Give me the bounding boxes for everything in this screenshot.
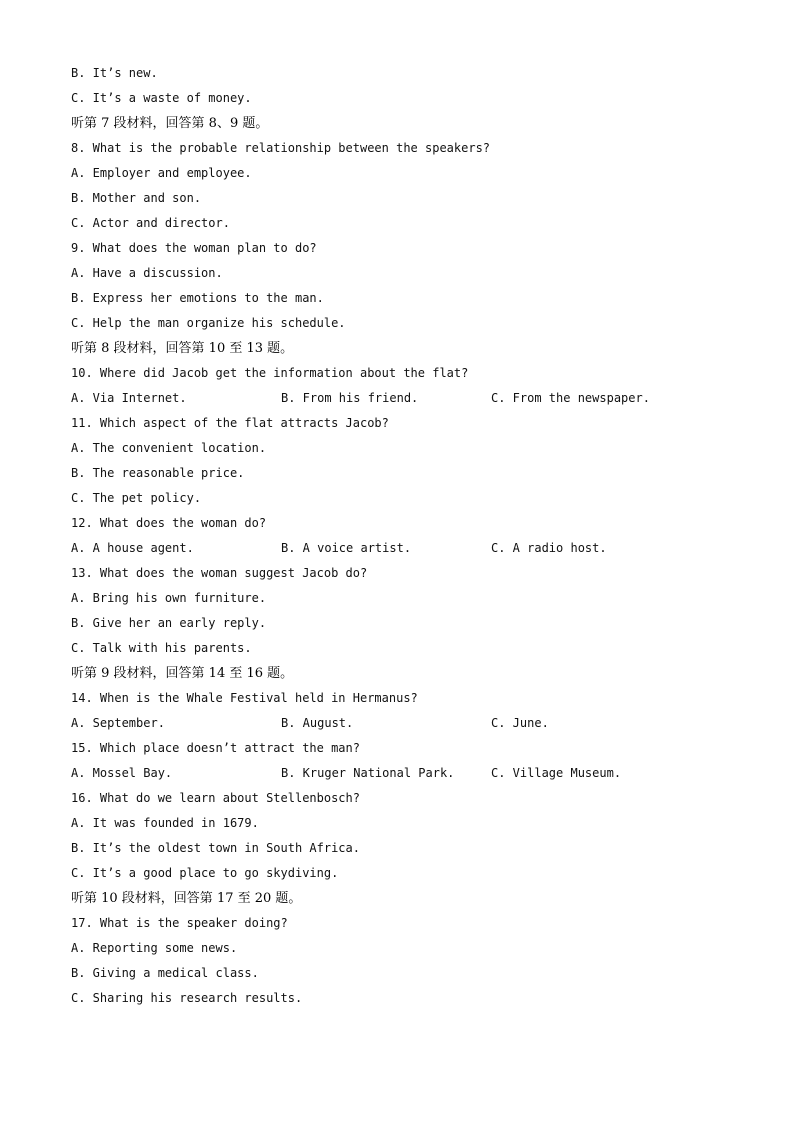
option-text: C. Sharing his research results. [71, 991, 303, 1005]
option-b: B. From his friend. [281, 391, 419, 405]
option-b: B. August. [281, 716, 354, 730]
option-text: B. Mother and son. [71, 191, 202, 205]
section-heading: 听第 9 段材料，回答第 14 至 16 题。 [71, 666, 294, 681]
option-text: A. Employer and employee. [71, 166, 252, 180]
option-text: B. Give her an early reply. [71, 616, 267, 630]
question-text: 9. What does the woman plan to do? [71, 241, 317, 255]
option-c: C. June. [491, 716, 549, 730]
option-text: C. The pet policy. [71, 491, 202, 505]
option-c: C. A radio host. [491, 541, 607, 555]
question-text: 12. What does the woman do? [71, 516, 267, 530]
option-a: A. A house agent. [71, 541, 194, 555]
option-row [71, 386, 751, 411]
question-text: 11. Which aspect of the flat attracts Jacob? [71, 416, 389, 430]
option-text: B. It’s new. [71, 66, 158, 80]
option-a: A. September. [71, 716, 165, 730]
option-text: C. Talk with his parents. [71, 641, 252, 655]
option-row [71, 711, 751, 736]
option-text: B. The reasonable price. [71, 466, 245, 480]
question-text: 10. Where did Jacob get the information about the flat? [71, 366, 469, 380]
option-row [71, 761, 751, 786]
option-text: A. It was founded in 1679. [71, 816, 259, 830]
question-text: 14. When is the Whale Festival held in Hermanus? [71, 691, 418, 705]
option-a: A. Via Internet. [71, 391, 187, 405]
option-text: C. It’s a good place to go skydiving. [71, 866, 339, 880]
option-text: C. It’s a waste of money. [71, 91, 252, 105]
option-text: B. It’s the oldest town in South Africa. [71, 841, 360, 855]
question-text: 15. Which place doesn’t attract the man? [71, 741, 360, 755]
option-text: C. Actor and director. [71, 216, 230, 230]
question-text: 13. What does the woman suggest Jacob do? [71, 566, 368, 580]
option-text: C. Help the man organize his schedule. [71, 316, 346, 330]
option-row [71, 536, 751, 561]
option-text: B. Express her emotions to the man. [71, 291, 324, 305]
option-b: B. A voice artist. [281, 541, 412, 555]
option-c: C. Village Museum. [491, 766, 622, 780]
question-text: 8. What is the probable relationship between the speakers? [71, 141, 491, 155]
option-text: A. The convenient location. [71, 441, 267, 455]
option-a: A. Mossel Bay. [71, 766, 173, 780]
option-text: B. Giving a medical class. [71, 966, 259, 980]
option-c: C. From the newspaper. [491, 391, 650, 405]
option-text: A. Bring his own furniture. [71, 591, 267, 605]
document-body [71, 61, 751, 1011]
section-heading: 听第 7 段材料，回答第 8、9 题。 [71, 116, 269, 131]
question-text: 17. What is the speaker doing? [71, 916, 288, 930]
question-text: 16. What do we learn about Stellenbosch? [71, 791, 360, 805]
section-heading: 听第 8 段材料，回答第 10 至 13 题。 [71, 341, 294, 356]
option-text: A. Have a discussion. [71, 266, 223, 280]
section-heading: 听第 10 段材料，回答第 17 至 20 题。 [71, 891, 302, 906]
option-text: A. Reporting some news. [71, 941, 238, 955]
option-b: B. Kruger National Park. [281, 766, 455, 780]
